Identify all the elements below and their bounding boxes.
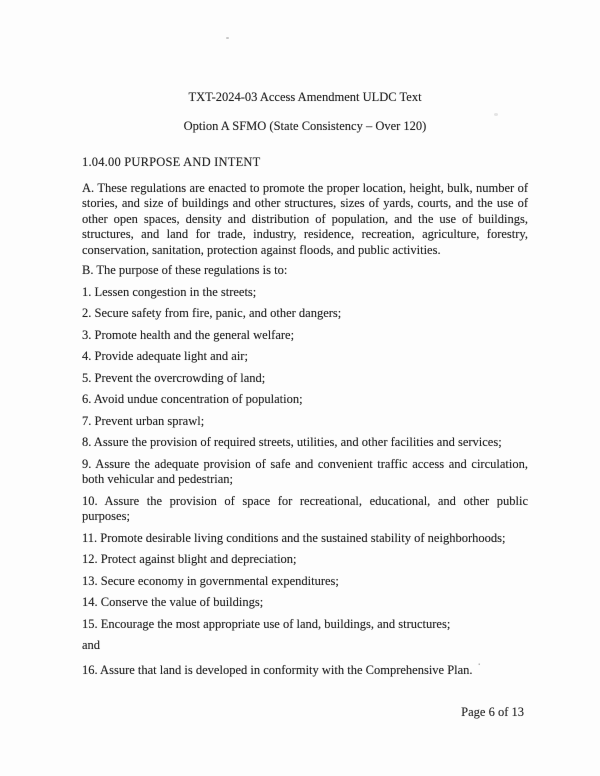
scan-artifact-smudge <box>494 113 498 116</box>
paragraph-b: B. The purpose of these regulations is to: <box>82 263 288 277</box>
list-item-10: 10. Assure the provision of space for recreational, educational, and other public purposes; <box>82 493 528 523</box>
list-item-13: 13. Secure economy in governmental expenditures; <box>82 573 339 588</box>
page-number: Page 6 of 13 <box>461 705 524 719</box>
list-item-9: 9. Assure the adequate provision of safe and convenient traffic access and circulation, both vehicular and pedestrian; <box>82 456 528 486</box>
list-item-3: 3. Promote health and the general welfare; <box>82 327 295 342</box>
list-item-1: 1. Lessen congestion in the streets; <box>82 284 257 299</box>
list-item-12: 12. Protect against blight and depreciation; <box>82 552 297 566</box>
scan-artifact-tick: ˈ <box>477 661 481 672</box>
paragraph-a: A. These regulations are enacted to promote the proper location, height, bulk, number of stories, and size of buildings and other structures, sizes of yards, courts, and the use of other open spaces, density and distribution of population, and the use of buildings, structures, and land for trade, industry, residence, recreation, agriculture, forestry, conservation, sanitation, protection against floods, and public activities. <box>82 180 528 257</box>
list-item-11: 11. Promote desirable living conditions and the sustained stability of neighborhoods; <box>82 530 506 545</box>
section-heading: 1.04.00 PURPOSE AND INTENT <box>82 155 261 169</box>
list-item-2: 2. Secure safety from fire, panic, and other dangers; <box>82 306 342 320</box>
list-item-6: 6. Avoid undue concentration of population; <box>82 392 303 406</box>
list-item-16-text: 16. Assure that land is developed in conformity with the Comprehensive Plan. <box>82 662 473 677</box>
list-item-15: 15. Encourage the most appropriate use of land, buildings, and structures; <box>82 616 451 631</box>
list-item-8: 8. Assure the provision of required streets, utilities, and other facilities and services; <box>82 435 502 449</box>
list-item-14: 14. Conserve the value of buildings; <box>82 595 264 609</box>
list-item-7: 7. Prevent urban sprawl; <box>82 413 205 428</box>
document-title: TXT-2024-03 Access Amendment ULDC Text <box>188 90 422 104</box>
list-item-16 <box>82 660 528 679</box>
scan-artifact-dot <box>226 37 229 39</box>
list-item-4: 4. Provide adequate light and air; <box>82 349 248 363</box>
and-connector: and <box>82 638 101 652</box>
list-item-5: 5. Prevent the overcrowding of land; <box>82 370 266 385</box>
document-subtitle: Option A SFMO (State Consistency – Over 120) <box>183 118 427 133</box>
